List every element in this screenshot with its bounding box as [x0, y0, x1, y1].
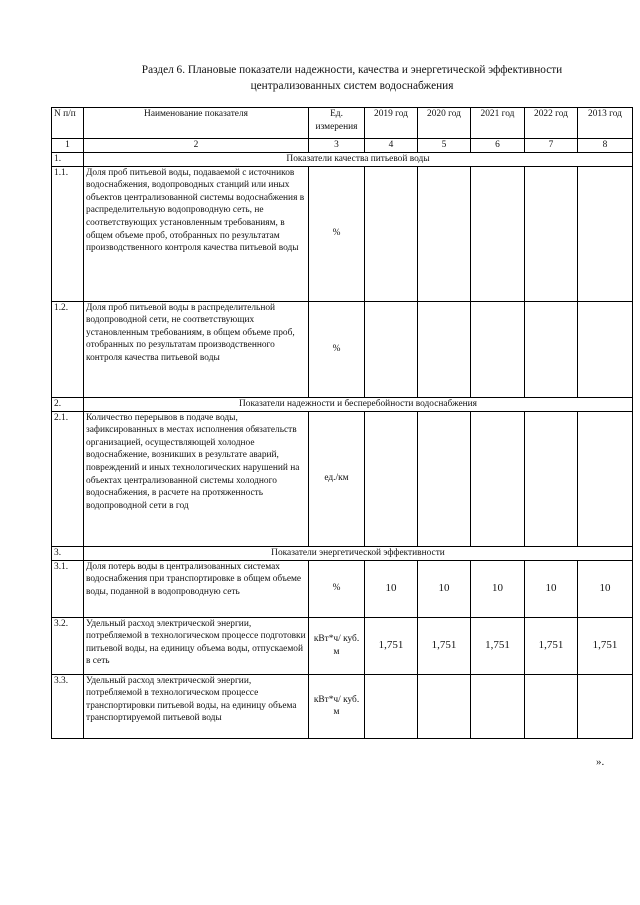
value-cell [578, 301, 633, 397]
row-number: 1.2. [52, 301, 84, 397]
value-cell: 1,751 [365, 617, 418, 674]
section-row [52, 152, 633, 166]
indicator-name: Количество перерывов в подаче воды, зафиксированных в местах исполнения обязательств организацией, осуществляющей холодное водоснабжение, возникших в результате аварий, повреждений и иных технологических нарушений на объектах централизованной системы холодного водоснабжения, в расчете на протяженность водопроводной сети в год [84, 411, 309, 546]
header-year-4: 2022 год [525, 108, 578, 139]
section-heading: Показатели качества питьевой воды [84, 152, 633, 166]
section-title [88, 62, 616, 94]
indicator-name: Удельный расход электрической энергии, потребляемой в технологическом процессе подготовки питьевой воды, на единицу объема воды, отпускаемой в сеть [84, 617, 309, 674]
column-number: 6 [471, 139, 525, 153]
row-number: 3.3. [52, 674, 84, 738]
indicators-table [51, 107, 633, 739]
value-cell [525, 301, 578, 397]
indicator-unit: % [309, 301, 365, 397]
section-heading: Показатели энергетической эффективности [84, 546, 633, 560]
value-cell: 10 [578, 560, 633, 617]
column-number: 2 [84, 139, 309, 153]
value-cell [471, 301, 525, 397]
column-number: 3 [309, 139, 365, 153]
section-heading: Показатели надежности и бесперебойности водоснабжения [84, 397, 633, 411]
header-year-1: 2019 год [365, 108, 418, 139]
value-cell [578, 674, 633, 738]
indicator-unit: кВт*ч/ куб. м [309, 617, 365, 674]
indicator-name: Доля проб питьевой воды, подаваемой с источников водоснабжения, водопроводных станций или иных объектов централизованной системы водоснабжения в распределительную водопроводную сеть, не соответствующих установленным требованиям, в общем объеме проб, отобранных по результатам производственного контроля качества питьевой воды [84, 166, 309, 301]
value-cell [365, 166, 418, 301]
row-number: 2.1. [52, 411, 84, 546]
row-number: 1.1. [52, 166, 84, 301]
header-row [52, 108, 633, 139]
column-number: 5 [418, 139, 471, 153]
value-cell [365, 301, 418, 397]
row-number: 3.2. [52, 617, 84, 674]
header-year-5: 2013 год [578, 108, 633, 139]
header-year-2: 2020 год [418, 108, 471, 139]
closing-quote: ». [596, 756, 605, 768]
header-number: N п/п [52, 108, 84, 139]
header-unit: Ед. измерения [309, 108, 365, 139]
table-row [52, 674, 633, 738]
indicator-name: Доля проб питьевой воды в распределительной водопроводной сети, не соответствующих установленным требованиям, в общем объеме проб, отобранных по результатам производственного контроля качества питьевой воды [84, 301, 309, 397]
value-cell [525, 674, 578, 738]
value-cell: 1,751 [578, 617, 633, 674]
value-cell: 1,751 [525, 617, 578, 674]
value-cell [418, 411, 471, 546]
value-cell [418, 166, 471, 301]
column-number: 8 [578, 139, 633, 153]
section-title-line-1: Раздел 6. Плановые показатели надежности, качества и энергетической эффективности [141, 64, 563, 76]
section-title-line-2: централизованных систем водоснабжения [250, 80, 454, 92]
value-cell: 10 [365, 560, 418, 617]
column-number: 7 [525, 139, 578, 153]
value-cell: 1,751 [418, 617, 471, 674]
value-cell [471, 674, 525, 738]
value-cell [365, 674, 418, 738]
row-number: 3.1. [52, 560, 84, 617]
section-number: 1. [52, 152, 84, 166]
value-cell: 1,751 [471, 617, 525, 674]
indicator-unit: % [309, 166, 365, 301]
table-row [52, 560, 633, 617]
table-row [52, 411, 633, 546]
value-cell: 10 [525, 560, 578, 617]
indicator-unit: % [309, 560, 365, 617]
header-indicator-name: Наименование показателя [84, 108, 309, 139]
table-row [52, 166, 633, 301]
value-cell [471, 166, 525, 301]
header-year-3: 2021 год [471, 108, 525, 139]
value-cell [365, 411, 418, 546]
value-cell: 10 [471, 560, 525, 617]
value-cell [578, 411, 633, 546]
value-cell [418, 674, 471, 738]
section-row [52, 546, 633, 560]
indicator-name: Доля потерь воды в централизованных системах водоснабжения при транспортировке в общем объеме воды, поданной в водопроводную сеть [84, 560, 309, 617]
value-cell [578, 166, 633, 301]
column-number-row [52, 139, 633, 153]
indicator-unit: ед./км [309, 411, 365, 546]
section-number: 2. [52, 397, 84, 411]
column-number: 4 [365, 139, 418, 153]
table-row [52, 617, 633, 674]
section-number: 3. [52, 546, 84, 560]
section-row [52, 397, 633, 411]
value-cell: 10 [418, 560, 471, 617]
value-cell [525, 166, 578, 301]
column-number: 1 [52, 139, 84, 153]
value-cell [418, 301, 471, 397]
value-cell [471, 411, 525, 546]
table-row [52, 301, 633, 397]
value-cell [525, 411, 578, 546]
indicator-unit: кВт*ч/ куб. м [309, 674, 365, 738]
indicator-name: Удельный расход электрической энергии, потребляемой в технологическом процессе транспортировки питьевой воды, на единицу объема транспортируемой питьевой воды [84, 674, 309, 738]
